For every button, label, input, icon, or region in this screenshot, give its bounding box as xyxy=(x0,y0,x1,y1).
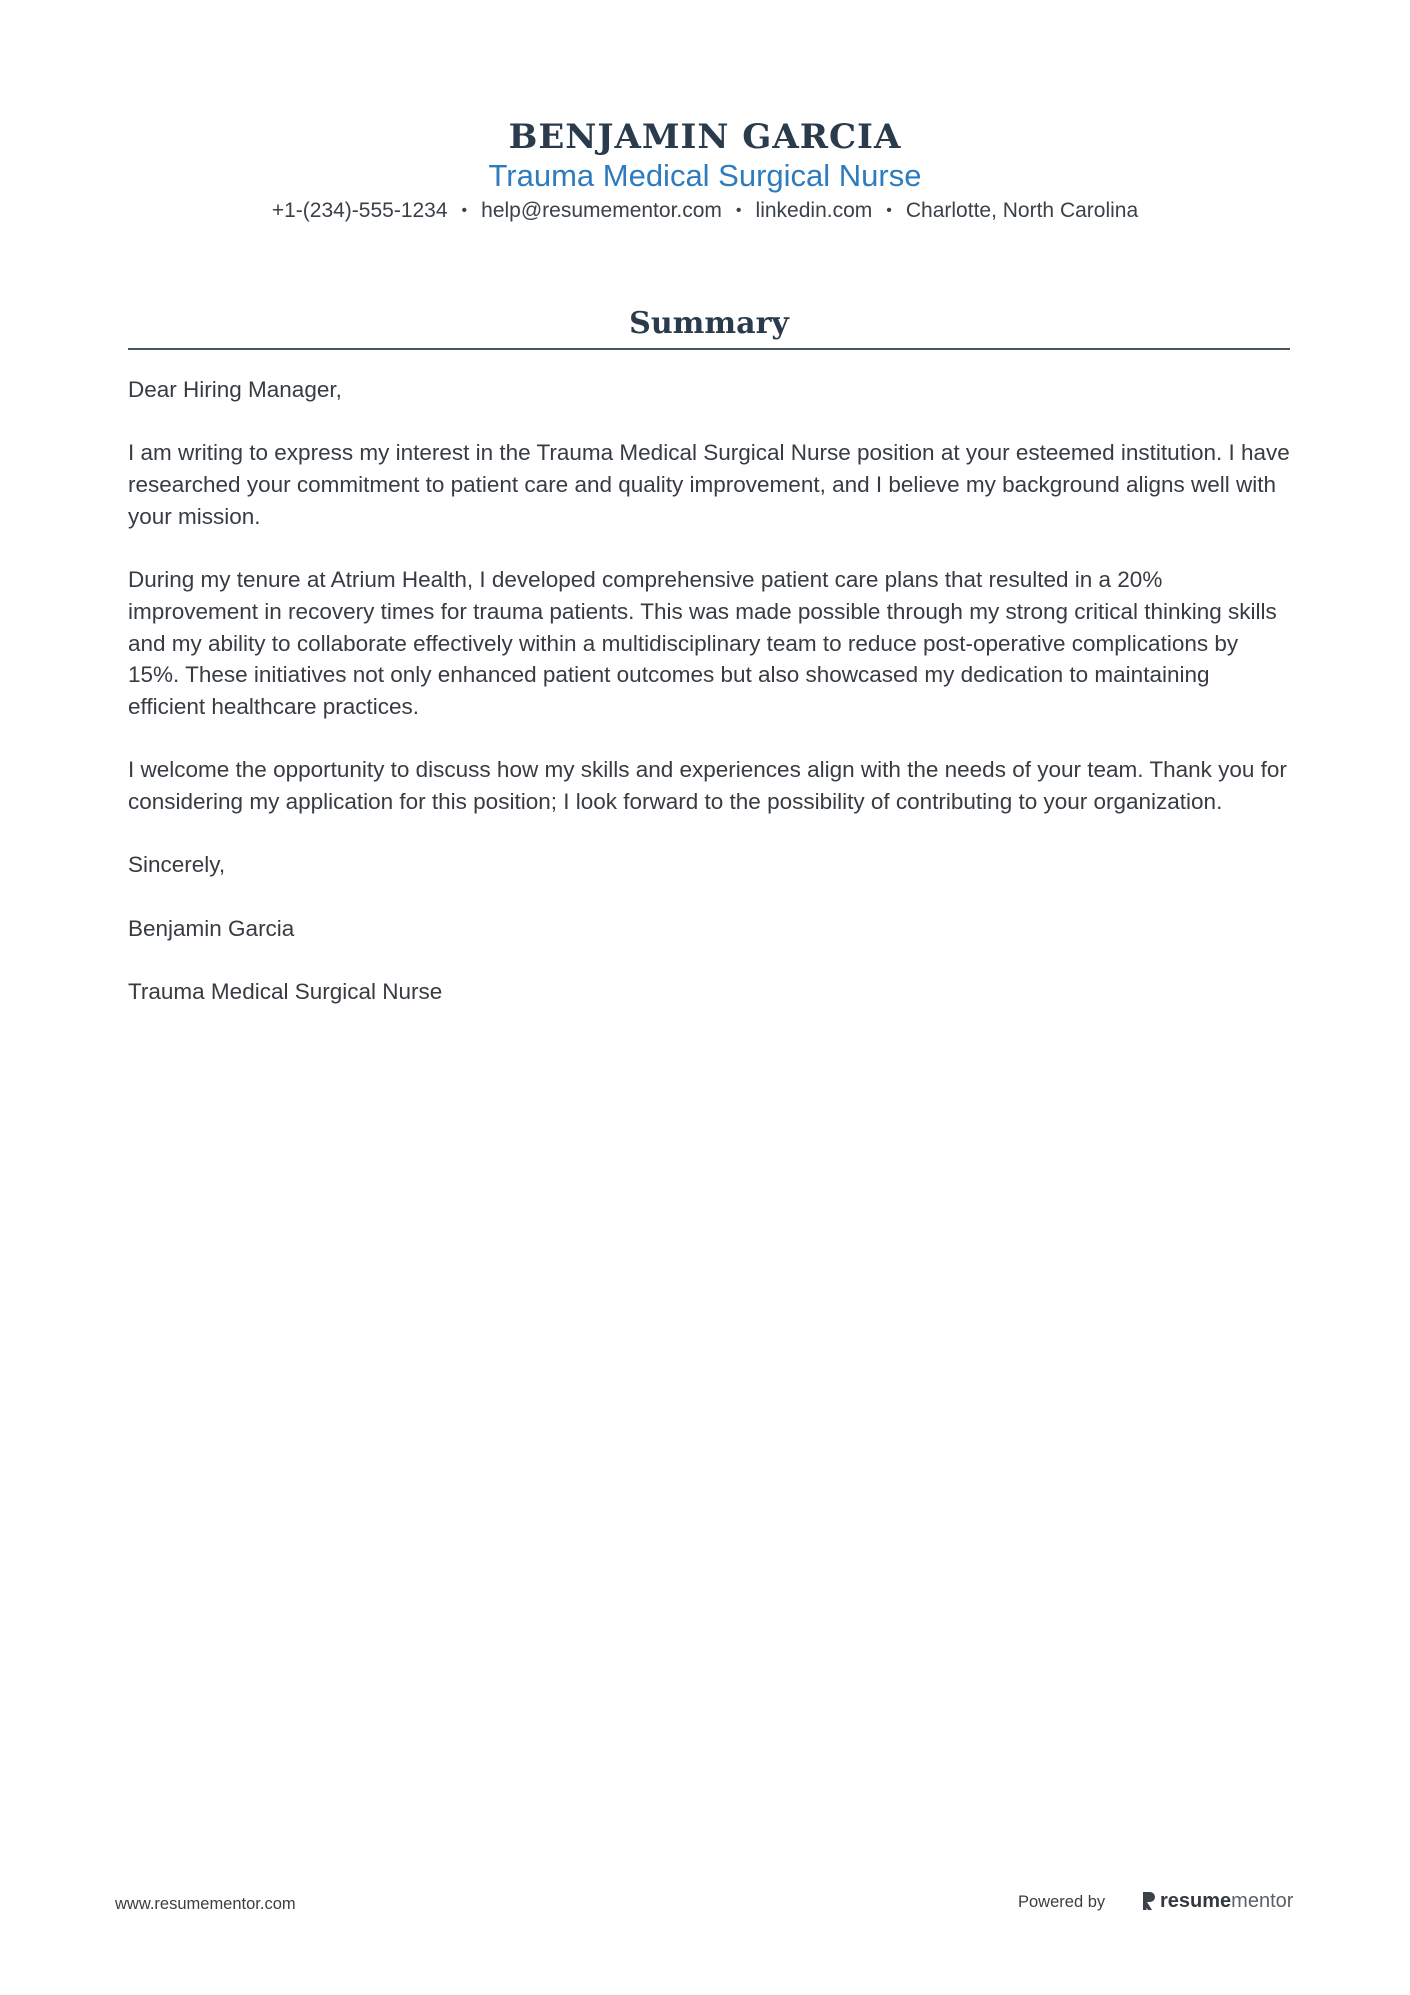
section-heading: Summary xyxy=(128,304,1290,350)
contact-separator: • xyxy=(461,202,468,219)
letter-body xyxy=(128,374,1290,1008)
contact-linkedin[interactable]: linkedin.com xyxy=(755,199,873,222)
contact-email[interactable]: help@resumementor.com xyxy=(481,199,722,222)
summary-section xyxy=(128,304,1290,1040)
salutation: Dear Hiring Manager, xyxy=(128,377,342,402)
contact-phone: +1-(234)-555-1234 xyxy=(271,199,448,222)
contact-separator: • xyxy=(735,202,742,219)
applicant-job-title: Trauma Medical Surgical Nurse xyxy=(488,158,922,193)
closing: Sincerely, xyxy=(128,852,226,878)
body-paragraph: I welcome the opportunity to discuss how my skills and experiences align with the needs of your team. Thank you for considering my application for this position; I look forward to the possibility of contributing to your organization. xyxy=(128,757,1287,815)
body-paragraph: During my tenure at Atrium Health, I developed comprehensive patient care plans that resulted in a 20% improvement in recovery times for trauma patients. This was made possible through my strong critical thinking skills and my ability to collaborate effectively within a multidisciplinary team to reduce post-operative complications by 15%. These initiatives not only enhanced patient outcomes but also showcased my dedication to maintaining efficient healthcare practices. xyxy=(128,567,1277,719)
powered-by-label: Powered by xyxy=(1018,1893,1106,1911)
contact-line xyxy=(0,198,1410,224)
brand-wordmark-light: mentor xyxy=(1231,1890,1294,1912)
signature-name: Benjamin Garcia xyxy=(128,915,295,941)
contact-separator: • xyxy=(886,202,892,219)
resumementor-logo-icon xyxy=(1141,1890,1157,1912)
body-paragraph: I am writing to express my interest in the Trauma Medical Surgical Nurse position at your esteemed institution. I have researched your commitment to patient care and quality improvement, and I believe my background aligns well with your mission. xyxy=(128,440,1290,529)
applicant-name: BENJAMIN GARCIA xyxy=(508,117,902,157)
letter-header xyxy=(0,116,1410,224)
brand-wordmark-strong: resume xyxy=(1160,1890,1232,1912)
signature-title: Trauma Medical Surgical Nurse xyxy=(128,979,443,1005)
footer-url-link[interactable]: www.resumementor.com xyxy=(115,1895,296,1913)
brand-wordmark xyxy=(1160,1889,1293,1913)
brand-logo[interactable] xyxy=(1141,1889,1293,1913)
contact-location: Charlotte, North Carolina xyxy=(905,199,1139,222)
